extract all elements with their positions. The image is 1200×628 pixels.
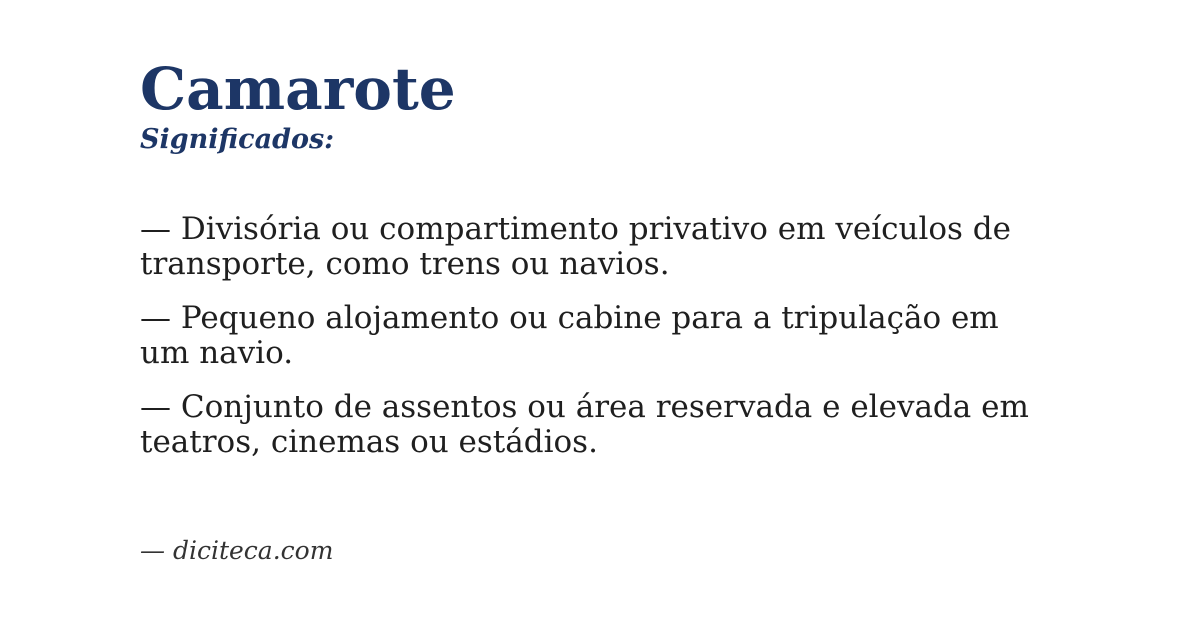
meanings-label: Significados: bbox=[140, 124, 335, 155]
definition-item-3 bbox=[140, 390, 1080, 460]
definition-item-1 bbox=[140, 212, 1080, 282]
definition-line: — Pequeno alojamento ou cabine para a tripulação em bbox=[140, 300, 999, 336]
definition-line: transporte, como trens ou navios. bbox=[140, 246, 670, 282]
word-title: Camarote bbox=[140, 55, 456, 123]
definition-line: teatros, cinemas ou estádios. bbox=[140, 424, 598, 460]
definition-line: — Divisória ou compartimento privativo em veículos de bbox=[140, 211, 1011, 247]
definition-item-2 bbox=[140, 301, 1080, 371]
definition-line: — Conjunto de assentos ou área reservada e elevada em bbox=[140, 389, 1029, 425]
definition-line: um navio. bbox=[140, 335, 294, 371]
definitions-list bbox=[140, 212, 1080, 460]
source-attribution: — diciteca.com bbox=[140, 536, 334, 565]
